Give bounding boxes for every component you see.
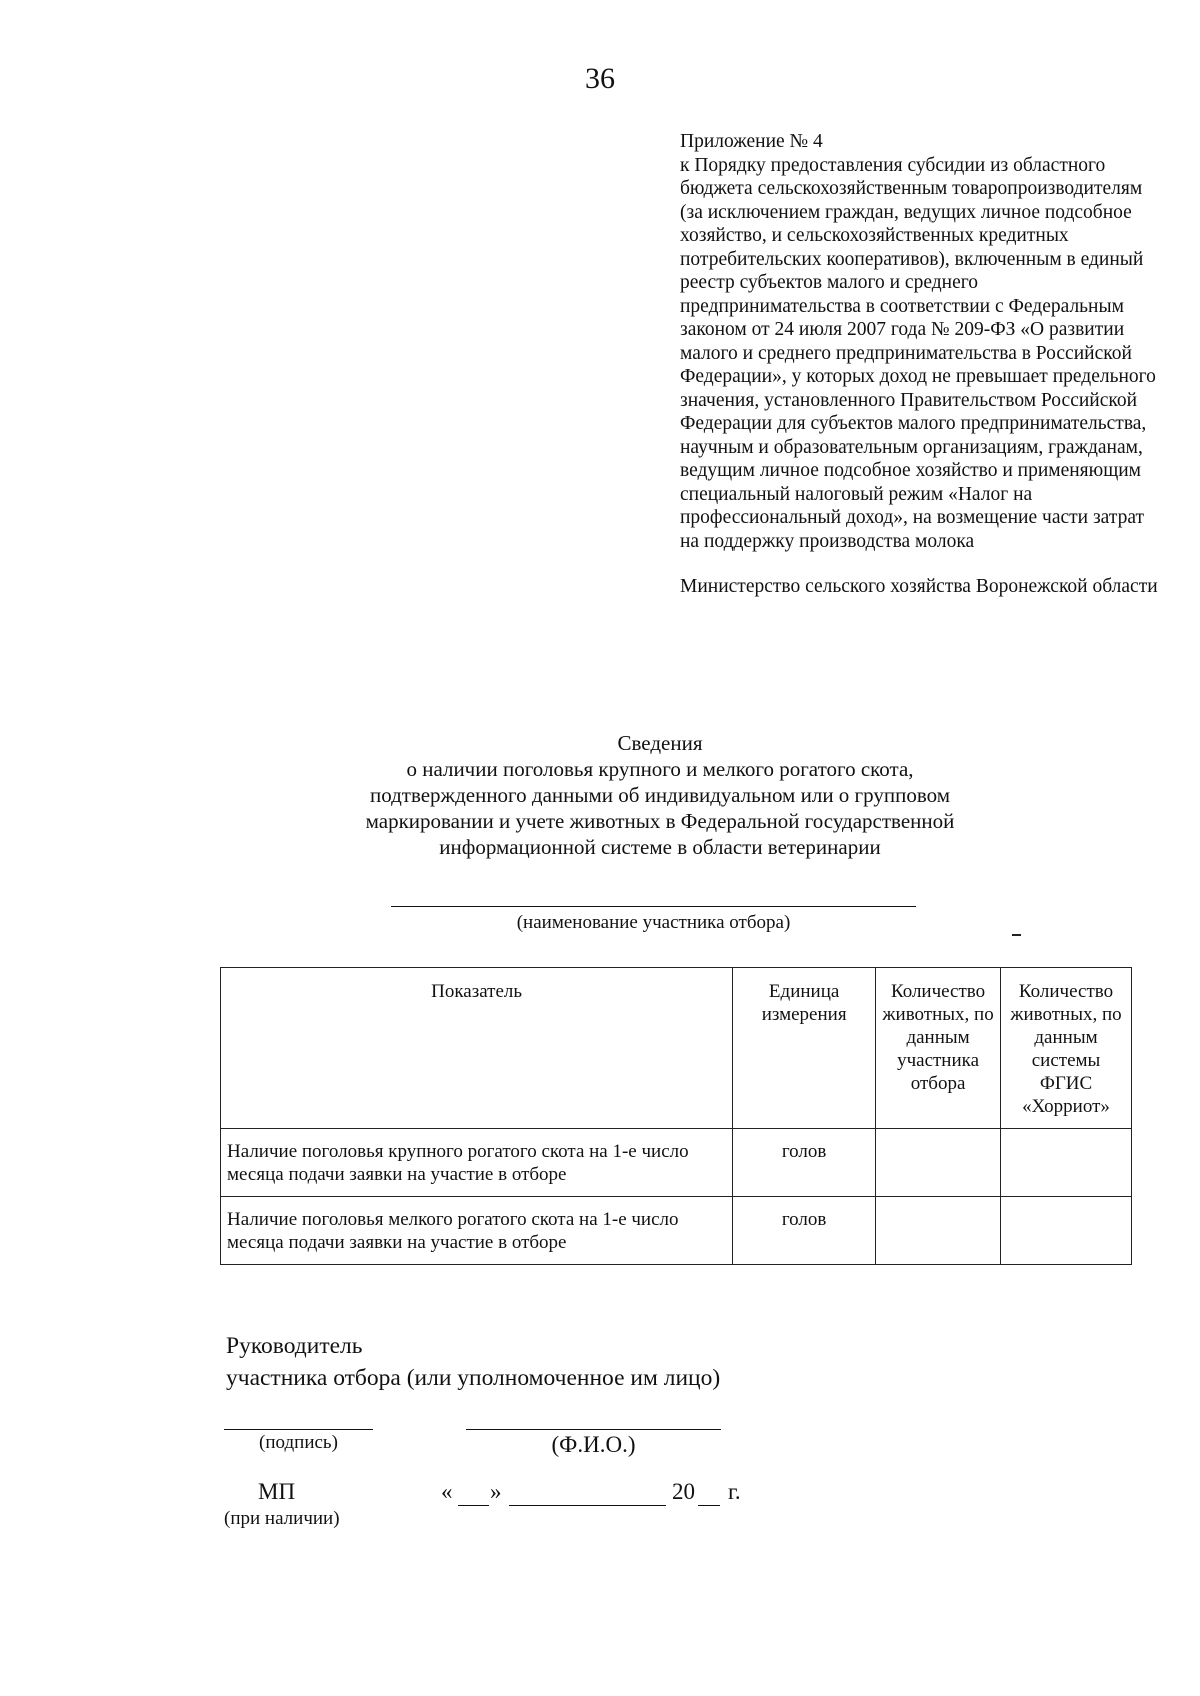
stamp-label: МП	[258, 1479, 296, 1504]
ministry-name: Министерство сельского хозяйства Воронежской области	[680, 576, 1158, 597]
row-participant-count[interactable]	[876, 1129, 1001, 1197]
date-year-prefix: 20	[672, 1479, 695, 1504]
appendix-description: к Порядку предоставления субсидии из областного бюджета сельскохозяйственным товаропроизводителям (за исключением граждан, ведущих личное подсобное хозяйство, и сельскохозяйственных кредитных потребительских кооперативов), включенным в единый реестр субъектов малого и среднего предпринимательства в соответствии с Федеральным законом от 24 июля 2007 года № 209-ФЗ «О развитии малого и среднего предпринимательства в Российской Федерации», у которых доход не превышает предельного значения, установленного Правительством Российской Федерации для субъектов малого предпринимательства, научным и образовательным организациям, гражданам, ведущим личное подсобное хозяйство и применяющим специальный налоговый режим «Налог на профессиональный доход», на возмещение части затрат на поддержку производства молока	[680, 154, 1156, 552]
signature-caption: (подпись)	[259, 1432, 338, 1453]
document-subtitle: о наличии поголовья крупного и мелкого рогатого скота, подтвержденного данными об индивидуальном или о групповом маркировании и учете животных в Федеральной государственной информационной системе в области ветеринарии	[365, 757, 955, 859]
date-year-line[interactable]	[698, 1505, 720, 1506]
full-name-caption: (Ф.И.О.)	[551, 1432, 636, 1457]
participant-name-caption: (наименование участника отбора)	[516, 912, 791, 933]
date-month-line[interactable]	[509, 1505, 666, 1506]
row-system-count[interactable]	[1001, 1129, 1132, 1197]
table-header-row	[221, 968, 1132, 1129]
row-participant-count[interactable]	[876, 1197, 1001, 1265]
row-unit: голов	[733, 1197, 876, 1265]
document-title: Сведения	[617, 731, 703, 755]
appendix-block	[680, 130, 1160, 599]
date-day-line[interactable]	[458, 1505, 489, 1506]
document-title-block	[360, 730, 960, 860]
header-unit: Единица измерения	[733, 968, 876, 1129]
header-participant-count: Количество животных, по данным участника отбора	[876, 968, 1001, 1129]
row-indicator: Наличие поголовья крупного рогатого скота на 1-е число месяца подачи заявки на участие в отборе	[221, 1129, 733, 1197]
row-system-count[interactable]	[1001, 1197, 1132, 1265]
row-unit: голов	[733, 1129, 876, 1197]
table-row	[221, 1197, 1132, 1265]
page-number: 36	[585, 62, 615, 95]
signature-line[interactable]	[224, 1429, 373, 1430]
row-indicator: Наличие поголовья мелкого рогатого скота на 1-е число месяца подачи заявки на участие в отборе	[221, 1197, 733, 1265]
appendix-title: Приложение № 4	[680, 131, 823, 152]
livestock-table	[220, 967, 1132, 1265]
dash-mark	[1012, 934, 1021, 936]
header-indicator: Показатель	[221, 968, 733, 1129]
stamp-note: (при наличии)	[224, 1508, 340, 1529]
head-subtitle: участника отбора (или уполномоченное им лицо)	[226, 1365, 721, 1391]
date-open-quote: «	[441, 1479, 453, 1504]
participant-name-line[interactable]	[391, 906, 916, 907]
date-year-suffix: г.	[728, 1479, 741, 1504]
table-row	[221, 1129, 1132, 1197]
header-system-count: Количество животных, по данным системы ФГИС «Хорриот»	[1001, 968, 1132, 1129]
full-name-line[interactable]	[466, 1429, 721, 1430]
date-close-quote: »	[490, 1479, 502, 1504]
head-title: Руководитель	[226, 1333, 363, 1359]
signature-heading	[226, 1330, 720, 1394]
